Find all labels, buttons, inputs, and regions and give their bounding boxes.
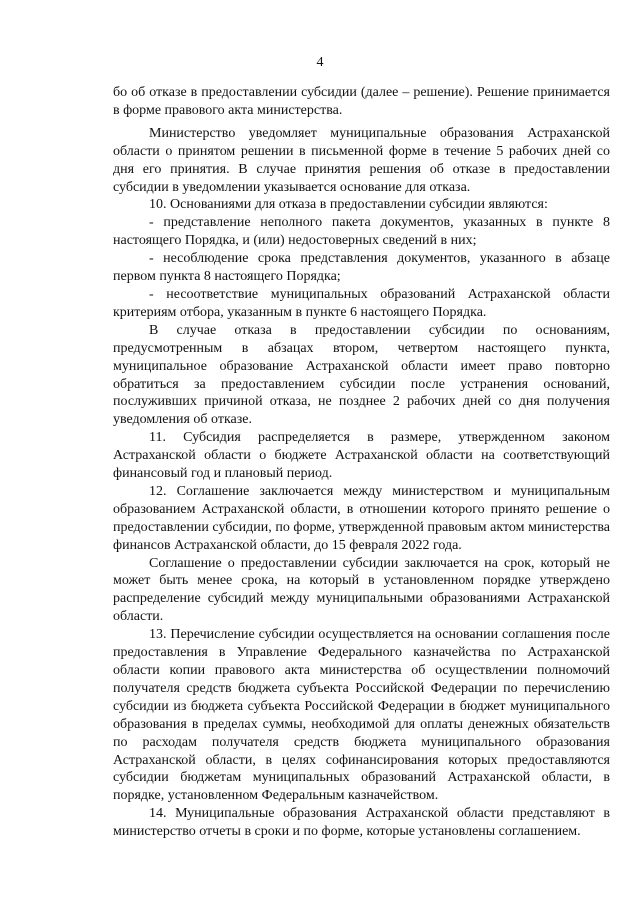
paragraph-continuation: бо об отказе в предоставлении субсидии (далее – решение). Решение принимается в форме правового акта министерства.	[113, 85, 610, 118]
paragraph-item-12: 12. Соглашение заключается между министерством и муниципальным образованием Астраханской области, в отношении которого принято решение о предоставлении субсидии, по форме, утвержденной правовым актом министерства финансов Астраханской области, до 15 февраля 2022 года.	[113, 483, 610, 553]
paragraph-notification: Министерство уведомляет муниципальные образования Астраханской области о принятом решении в письменной форме в течение 5 рабочих дней со дня его принятия. В случае принятия решения об отказе в предоставлении субсидии в уведомлении указывается основание для отказа.	[113, 125, 610, 195]
paragraph-ground-3: - несоответствие муниципальных образований Астраханской области критериям отбора, указанным в пункте 6 настоящего Порядка.	[113, 286, 610, 320]
paragraph-item-11: 11. Субсидия распределяется в размере, утвержденном законом Астраханской области о бюджете Астраханской области на соответствующий финансовый год и плановый период.	[113, 430, 610, 482]
paragraph-item-10: 10. Основаниями для отказа в предоставлении субсидии являются:	[149, 197, 548, 213]
paragraph-ground-2: - несоблюдение срока представления документов, указанного в абзаце первом пункта 8 настоящего Порядка;	[113, 251, 610, 285]
paragraph-ground-1: - представление неполного пакета документов, указанных в пункте 8 настоящего Порядка, и (или) недостоверных сведений в них;	[113, 215, 610, 249]
paragraph-refusal-repeat: В случае отказа в предоставлении субсидии по основаниям, предусмотренным в абзацах втором, четвертом настоящего пункта, муниципальное образование Астраханской области имеет право повторно обратиться за предоставлением субсидии после устранения оснований, послуживших причиной отказа, не позднее 2 рабочих дней со дня получения уведомления об отказе.	[113, 322, 610, 428]
document-body	[113, 84, 610, 841]
paragraph-agreement-term: Соглашение о предоставлении субсидии заключается на срок, который не может быть менее срока, на который в установленном порядке утверждено распределение субсидий между муниципальными образованиями Астраханской области.	[113, 555, 610, 625]
paragraph-item-14: 14. Муниципальные образования Астраханской области представляют в министерство отчеты в сроки и по форме, которые установлены соглашением.	[113, 806, 610, 840]
page-number: 4	[316, 55, 324, 70]
paragraph-item-13: 13. Перечисление субсидии осуществляется на основании соглашения после предоставления в Управление Федерального казначейства по Астраханской области копии правового акта министерства об осуществлении полномочий получателя средств бюджета субъекта Российской Федерации по перечислению субсидии из бюджета субъекта Российской Федерации в бюджет муниципального образования в пределах суммы, необходимой для оплаты денежных обязательств по расходам получателя средств бюджета муниципального образования Астраханской области, в целях софинансирования которых предоставляются субсидии бюджетам муниципальных образований Астраханской области, в порядке, установленном Федеральным казначейством.	[113, 627, 610, 804]
